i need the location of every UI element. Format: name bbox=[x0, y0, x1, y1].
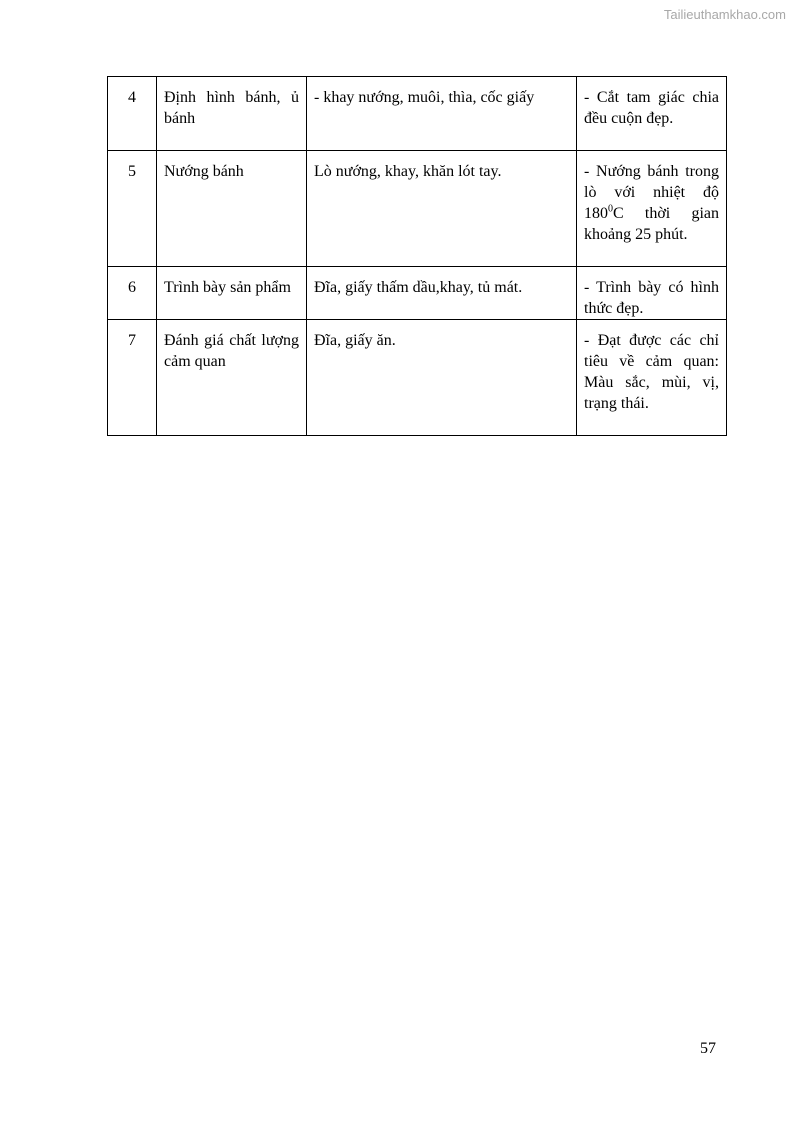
step-number: 5 bbox=[108, 151, 157, 267]
step-number: 6 bbox=[108, 267, 157, 320]
step-number: 7 bbox=[108, 320, 157, 436]
step-number: 4 bbox=[108, 77, 157, 151]
requirement-text-cont: C thời gian khoảng 25 phút. bbox=[584, 205, 719, 243]
table-row bbox=[108, 267, 727, 320]
step-name: Định hình bánh, ủ bánh bbox=[157, 77, 307, 151]
table-row bbox=[108, 151, 727, 267]
step-tools: Đĩa, giấy ăn. bbox=[307, 320, 577, 436]
step-tools: Lò nướng, khay, khăn lót tay. bbox=[307, 151, 577, 267]
watermark-text: Tailieuthamkhao.com bbox=[663, 7, 786, 22]
page-number: 57 bbox=[700, 1040, 716, 1057]
requirement-text: - Nướng bánh trong lò với nhiệt độ 180 bbox=[584, 163, 719, 222]
step-tools: - khay nướng, muôi, thìa, cốc giấy bbox=[307, 77, 577, 151]
step-requirement: - Cắt tam giác chia đều cuộn đẹp. bbox=[577, 77, 727, 151]
superscript-degree: 0 bbox=[608, 203, 613, 215]
table-row bbox=[108, 77, 727, 151]
step-requirement bbox=[577, 151, 727, 267]
step-name: Đánh giá chất lượng cảm quan bbox=[157, 320, 307, 436]
step-name: Trình bày sản phẩm bbox=[157, 267, 307, 320]
step-name: Nướng bánh bbox=[157, 151, 307, 267]
step-tools: Đĩa, giấy thấm dầu,khay, tủ mát. bbox=[307, 267, 577, 320]
table-row bbox=[108, 320, 727, 436]
step-requirement: - Đạt được các chỉ tiêu về cảm quan: Màu sắc, mùi, vị, trạng thái. bbox=[577, 320, 727, 436]
process-table bbox=[107, 76, 727, 436]
step-requirement: - Trình bày có hình thức đẹp. bbox=[577, 267, 727, 320]
